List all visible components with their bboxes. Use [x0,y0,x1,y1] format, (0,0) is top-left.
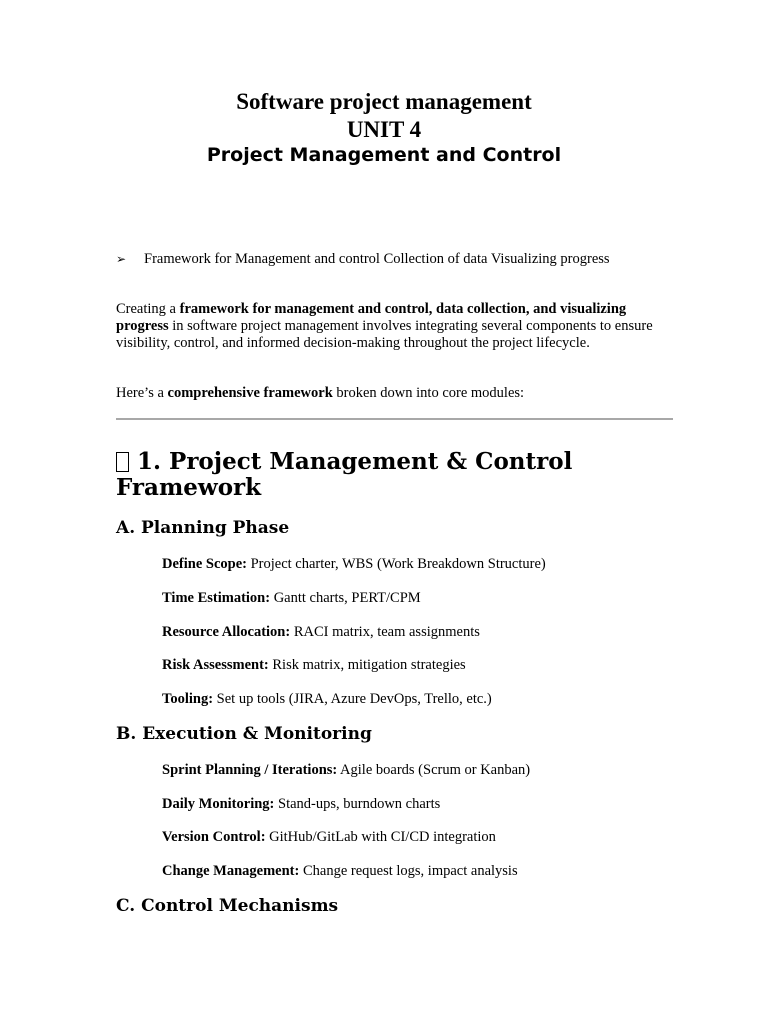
item-label: Change Management: [162,863,300,879]
unit-label: UNIT 4 [346,117,422,142]
item-label: Risk Assessment: [162,657,269,673]
item-text: Agile boards (Scrum or Kanban) [337,762,531,778]
section-heading [116,449,676,501]
item-label: Time Estimation: [162,590,271,606]
intro-bold: comprehensive framework [167,385,333,401]
list-item [162,795,682,813]
subsection-heading-execution: B. Execution & Monitoring [116,724,372,744]
intro-bold: framework for management and control, data collection, and visualizing progress [116,301,627,334]
list-item [162,589,682,607]
bullet-text: Framework for Management and control Collection of data Visualizing progress [144,251,610,267]
item-label: Version Control: [162,829,266,845]
item-text: Project charter, WBS (Work Breakdown Structure) [246,556,546,572]
list-item [162,862,682,880]
horizontal-rule [116,418,673,420]
intro-text: Creating a [116,301,180,317]
item-label: Sprint Planning / Iterations: [162,762,338,778]
item-text: Risk matrix, mitigation strategies [268,657,466,673]
item-label: Tooling: [162,691,214,707]
list-item [162,623,682,641]
item-text: Stand-ups, burndown charts [274,796,441,812]
bullet-item [116,250,676,268]
item-text: Change request logs, impact analysis [299,863,518,879]
subsection-heading-control: C. Control Mechanisms [116,896,339,916]
list-item [162,690,682,708]
intro-paragraph-2 [116,385,676,402]
title-block [0,88,768,167]
list-item [162,828,682,846]
item-text: Set up tools (JIRA, Azure DevOps, Trello, etc.) [213,691,492,707]
item-text: Gantt charts, PERT/CPM [270,590,421,606]
intro-paragraph [116,301,656,352]
document-subtitle: Project Management and Control [206,144,562,166]
subsection-heading-planning: A. Planning Phase [116,518,290,538]
arrowhead-bullet-icon: ➢ [116,252,127,266]
list-item [162,761,682,779]
item-text: GitHub/GitLab with CI/CD integration [265,829,496,845]
intro-text: Here’s a [116,385,168,401]
intro-text: in software project management involves integrating several components to ensure visibility, control, and informed decision-making throughout the project lifecycle. [116,318,653,351]
list-item [162,555,682,573]
document-title: Software project management [236,89,532,114]
missing-glyph-icon [116,452,129,472]
item-label: Daily Monitoring: [162,796,275,812]
item-label: Resource Allocation: [162,624,291,640]
list-item [162,656,682,674]
item-text: RACI matrix, team assignments [290,624,480,640]
section-heading-text: 1. Project Management & Control Framework [116,448,573,501]
item-label: Define Scope: [162,556,247,572]
intro-text: broken down into core modules: [332,385,525,401]
